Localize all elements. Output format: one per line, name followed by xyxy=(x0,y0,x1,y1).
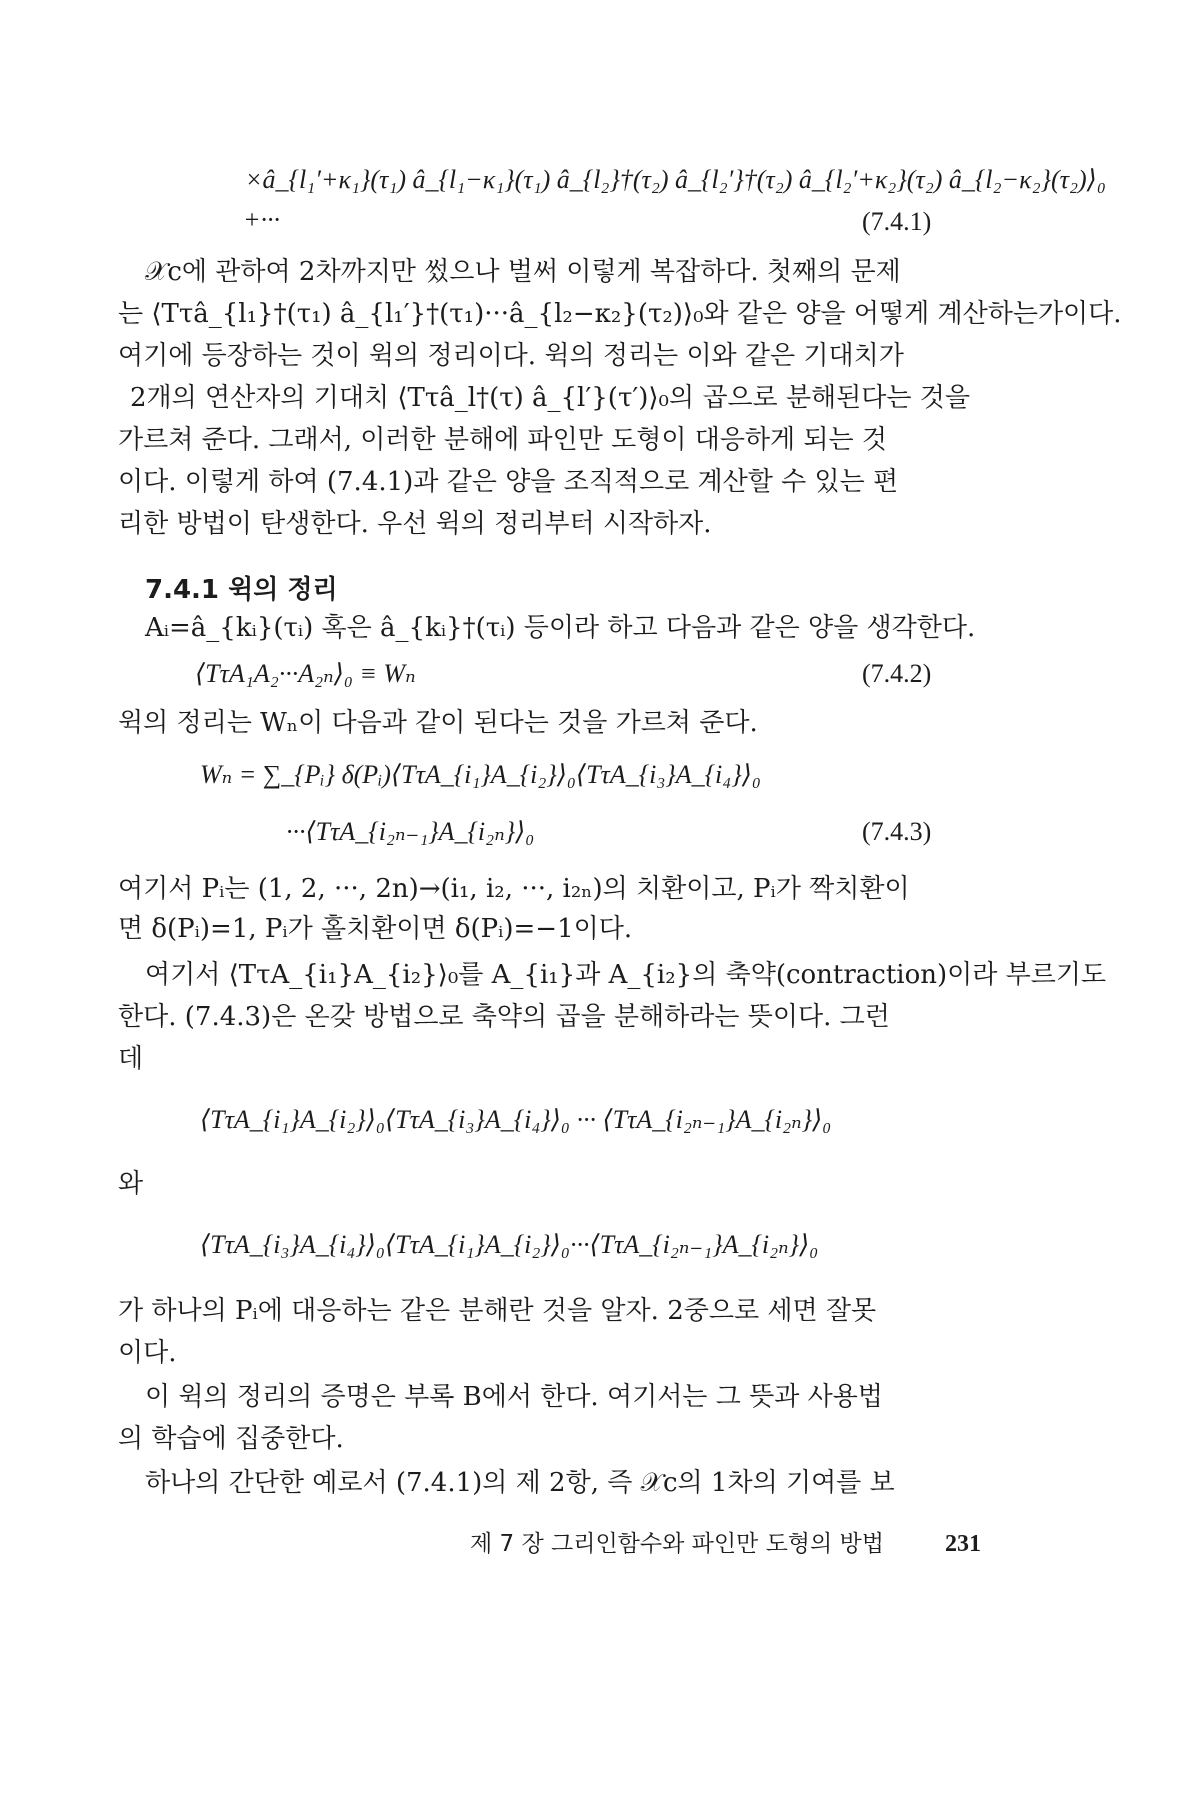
paragraph5-line: 이 윅의 정리의 증명은 부록 B에서 한다. 여기서는 그 뜻과 사용법 xyxy=(145,1382,883,1412)
paragraph3-line: 데 xyxy=(118,1044,144,1074)
paragraph2-line: 여기서 Pᵢ는 (1, 2, ···, 2n)→(i₁, i₂, ···, i₂ₙ)의 치환이고, Pᵢ가 짝치환이 xyxy=(118,874,910,904)
decomposition-example-b: ⟨TτA_{i₃}A_{i₄}⟩₀⟨TτA_{i₁}A_{i₂}⟩₀···⟨TτA_{i₂ₙ₋₁}A_{i₂ₙ}⟩₀ xyxy=(200,1230,819,1259)
running-footer-chapter: 제 7 장 그리인함수와 파인만 도형의 방법 xyxy=(470,1531,884,1557)
conjunction-wa: 와 xyxy=(118,1169,144,1199)
wick-statement: 윅의 정리는 Wₙ이 다음과 같이 된다는 것을 가르쳐 준다. xyxy=(118,708,758,738)
equation-label-7-4-2: (7.4.2) xyxy=(862,659,932,688)
section-title: 7.4.1 윅의 정리 xyxy=(145,575,338,605)
paragraph5-line: 의 학습에 집중한다. xyxy=(118,1424,344,1454)
paragraph1-line: 는 ⟨Tτâ_{l₁}†(τ₁) â_{l₁′}†(τ₁)···â_{l₂−κ₂}(τ₂)⟩₀와 같은 양을 어떻게 계산하는가이다. xyxy=(118,299,1122,329)
formula-continuation-line2: +··· xyxy=(243,205,281,234)
equation-7-4-3-line1: Wₙ = ∑_{Pᵢ} δ(Pᵢ)⟨TτA_{i₁}A_{i₂}⟩₀⟨TτA_{i₃}A_{i₄}⟩₀ xyxy=(200,760,761,789)
paragraph2-line: 면 δ(Pᵢ)=1, Pᵢ가 홀치환이면 δ(Pᵢ)=−1이다. xyxy=(118,914,633,944)
paragraph1-line: 𝒳c에 관하여 2차까지만 썼으나 벌써 이렇게 복잡하다. 첫째의 문제 xyxy=(145,257,901,287)
paragraph6-line: 하나의 간단한 예로서 (7.4.1)의 제 2항, 즉 𝒳c의 1차의 기여를 보 xyxy=(145,1468,895,1498)
paragraph1-line: 이다. 이렇게 하여 (7.4.1)과 같은 양을 조직적으로 계산할 수 있는 편 xyxy=(118,467,899,497)
paragraph3-line: 여기서 ⟨TτA_{i₁}A_{i₂}⟩₀를 A_{i₁}과 A_{i₂}의 축약(contraction)이라 부르기도 xyxy=(145,960,1107,990)
paragraph1-line: 2개의 연산자의 기대치 ⟨Tτâ_l†(τ) â_{l′}(τ′)⟩₀의 곱으로 분해된다는 것을 xyxy=(130,383,971,413)
equation-label-7-4-3: (7.4.3) xyxy=(862,817,932,846)
paragraph3-line: 한다. (7.4.3)은 온갖 방법으로 축약의 곱을 분해하라는 뜻이다. 그런 xyxy=(118,1002,890,1032)
paragraph1-line: 가르쳐 준다. 그래서, 이러한 분해에 파인만 도형이 대응하게 되는 것 xyxy=(118,425,888,455)
paragraph1-line: 리한 방법이 탄생한다. 우선 윅의 정리부터 시작하자. xyxy=(118,509,712,539)
formula-continuation-line1: ×â_{l₁′+κ₁}(τ₁) â_{l₁−κ₁}(τ₁) â_{l₂}†(τ₂) â_{l₂′}†(τ₂) â_{l₂′+κ₂}(τ₂) â_{l₂−κ₂}(τ₂)⟩₀ xyxy=(245,165,1106,194)
equation-label-7-4-1: (7.4.1) xyxy=(862,207,932,236)
decomposition-example-a: ⟨TτA_{i₁}A_{i₂}⟩₀⟨TτA_{i₃}A_{i₄}⟩₀ ··· ⟨TτA_{i₂ₙ₋₁}A_{i₂ₙ}⟩₀ xyxy=(200,1105,832,1134)
paragraph4-line: 가 하나의 Pᵢ에 대응하는 같은 분해란 것을 알자. 2중으로 세면 잘못 xyxy=(118,1296,877,1326)
page-number: 231 xyxy=(945,1531,981,1557)
section-intro: Aᵢ=â_{kᵢ}(τᵢ) 혹은 â_{kᵢ}†(τᵢ) 등이라 하고 다음과 같은 양을 생각한다. xyxy=(145,613,976,643)
equation-7-4-3-line2: ···⟨TτA_{i₂ₙ₋₁}A_{i₂ₙ}⟩₀ xyxy=(286,817,535,846)
paragraph4-line: 이다. xyxy=(118,1338,177,1368)
equation-7-4-2: ⟨TτA₁A₂···A₂ₙ⟩₀ ≡ Wₙ xyxy=(195,659,416,688)
paragraph1-line: 여기에 등장하는 것이 윅의 정리이다. 윅의 정리는 이와 같은 기대치가 xyxy=(118,341,904,371)
